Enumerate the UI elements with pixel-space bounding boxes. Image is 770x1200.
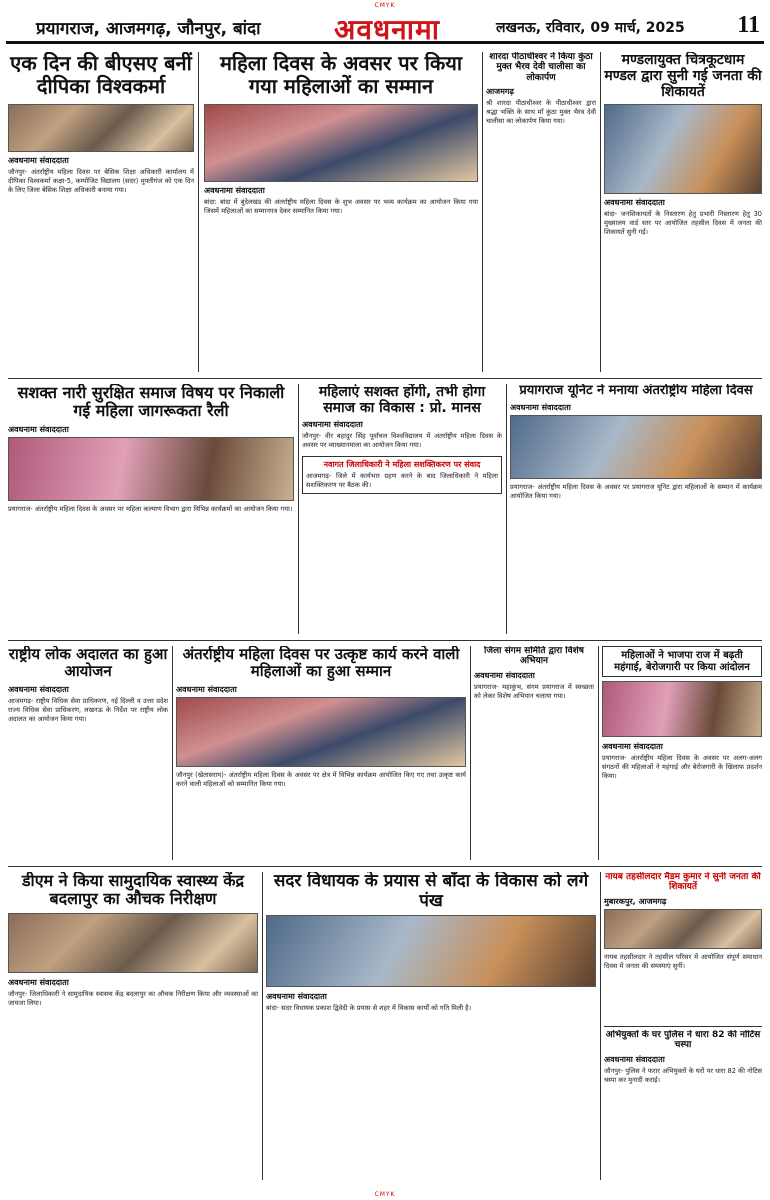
page-number: 11 (737, 12, 760, 38)
column-rule (482, 52, 483, 372)
article-prayagraj-unit (510, 384, 762, 636)
article-body: जौनपुर- जिलाधिकारी ने सामुदायिक स्वास्थ्य केंद्र बदलापुर का औचक निरीक्षण किया और व्यवस्थाओं का जायजा लिया। (8, 989, 258, 1007)
article-excellent-work (176, 646, 466, 862)
column-rule (600, 52, 601, 372)
article-headline: महिलाएं सशक्त होंगी, तभी होगा समाज का विकास : प्रो. मानस (318, 384, 486, 417)
article-body: प्रयागराज- अंतर्राष्ट्रीय महिला दिवस के अवसर पर प्रयागराज यूनिट द्वारा महिलाओं के सम्मान में कार्यक्रम आयोजित किया गया। (510, 482, 762, 501)
article-body: नायब तहसीलदार ने तहसील परिसर में आयोजित संपूर्ण समाधान दिवस में जनता की समस्याएं सुनीं। (604, 952, 762, 970)
article-headline: नायब तहसीलदार मैडम कुमार ने सुनी जनता की शिकायतें (605, 872, 761, 893)
article-headline: अंतर्राष्ट्रीय महिला दिवस पर उत्कृष्ट कार्य करने वाली महिलाओं का हुआ सम्मान (182, 646, 460, 681)
row-rule (8, 640, 762, 641)
masthead-cities: प्रयागराज, आजमगढ़, जौनपुर, बांदा (36, 19, 261, 39)
row-rule (604, 1026, 762, 1027)
sidebar-box (302, 456, 502, 493)
article-photo (266, 915, 596, 987)
article-photo (176, 697, 466, 767)
article-body: जौनपुर- वीर बहादुर सिंह पूर्वांचल विश्वविद्यालय में अंतर्राष्ट्रीय महिला दिवस के अवसर पर व्याख्यानमाला का आयोजन किया गया। (302, 432, 502, 450)
article-headline: महिला दिवस के अवसर पर किया गया महिलाओं का सम्मान (219, 52, 463, 98)
article-womens-day-honour (204, 52, 478, 374)
row-rule (8, 866, 762, 867)
article-headline: राष्ट्रीय लोक अदालत का हुआ आयोजन (8, 646, 168, 681)
sidebar-headline: नवागत जिलाधिकारी ने महिला सशक्तिकरण पर संवाद (323, 460, 481, 470)
article-photo (602, 681, 762, 737)
article-byline: अवधनामा संवाददाता (604, 1054, 665, 1064)
column-rule (198, 52, 199, 372)
article-headline: मण्डलायुक्त चित्रकूटधाम मण्डल द्वारा सुनी गई जनता की शिकायतें (604, 52, 762, 101)
article-chalisa (486, 52, 596, 374)
article-photo (8, 104, 194, 152)
article-byline: अवधनामा संवाददाता (266, 992, 327, 1002)
article-headline: सशक्त नारी सुरक्षित समाज विषय पर निकाली गई महिला जागरूकता रैली (17, 384, 285, 421)
color-strip-top: CMYK (374, 2, 396, 9)
article-byline: अवधनामा संवाददाता (602, 742, 663, 751)
sidebar-body: आजमगढ़- जिले में कार्यभार ग्रहण करने के बाद जिलाधिकारी ने महिला सशक्तिकरण पर बैठक की। (306, 471, 498, 489)
column-rule (298, 384, 299, 634)
article-prof-manas (302, 384, 502, 636)
article-lok-adalat (8, 646, 168, 862)
article-body: जौनपुर (खेतासराय)- अंतर्राष्ट्रीय महिला दिवस के अवसर पर क्षेत्र में विभिन्न कार्यक्रम आयोजित किए गए तथा उत्कृष्ट कार्य करने वाली महिलाओं को सम्मानित किया गया। (176, 770, 466, 788)
column-rule (262, 872, 263, 1180)
article-byline: अवधनामा संवाददाता (8, 156, 69, 165)
article-rally (8, 384, 294, 636)
article-body: प्रयागराज- अंतर्राष्ट्रीय महिला दिवस के अवसर पर महिला कल्याण विभाग द्वारा विभिन्न कार्यक्रमों का आयोजन किया गया। (8, 504, 293, 513)
masthead (6, 10, 764, 44)
article-headline: अभियुक्तों के घर पुलिस ने धारा 82 की नोटिस चस्पा (605, 1030, 761, 1051)
article-byline: मुबारकपुर, आजमगढ़ (604, 896, 667, 906)
masthead-dateline: लखनऊ, रविवार, 09 मार्च, 2025 (496, 20, 685, 36)
article-body: श्री शारदा पीठाधीश्वर के पीठाधीश्वर द्वारा श्रद्धा भक्ति के साथ माँ कुंठा मुक्त भैरव देवी चालीसा का लोकार्पण किया गया। (486, 99, 596, 126)
column-rule (598, 646, 599, 860)
article-byline: आजमगढ़ (486, 87, 514, 97)
article-bsa (8, 52, 194, 374)
article-byline: अवधनामा संवाददाता (302, 420, 363, 430)
article-body: जौनपुर- पुलिस ने फरार अभियुक्तों के घरों पर धारा 82 की नोटिस चस्पा कर मुनादी कराई। (604, 1066, 762, 1084)
article-byline: अवधनामा संवाददाता (204, 186, 265, 195)
article-protest (602, 646, 762, 862)
article-byline: अवधनामा संवाददाता (604, 198, 665, 208)
article-headline: प्रयागराज यूनिट ने मनाया अंतर्राष्ट्रीय महिला दिवस (519, 384, 753, 398)
column-rule (172, 646, 173, 860)
article-byline: अवधनामा संवाददाता (176, 684, 237, 694)
article-sangam-samiti (474, 646, 594, 862)
article-photo (604, 909, 762, 949)
article-body: बांदा- सदर विधायक प्रकाश द्विवेदी के प्रयास से शहर में विकास कार्यों को गति मिली है। (266, 1004, 472, 1013)
column-rule (600, 872, 601, 1180)
article-headline: शारदा पीठाधीश्वर ने किया कुंठा मुक्त भैरव देवी चालीसा का लोकार्पण (489, 52, 593, 83)
column-rule (470, 646, 471, 860)
color-strip-bottom: CMYK (374, 1191, 396, 1198)
article-police-notice (604, 1030, 762, 1180)
article-headline: जिला संगम समिति द्वारा विशेष अभियान (484, 646, 584, 667)
article-byline: अवधनामा संवाददाता (8, 977, 69, 987)
article-photo (604, 104, 762, 194)
article-commissioner (604, 52, 762, 374)
article-byline: अवधनामा संवाददाता (510, 402, 571, 412)
article-headline: एक दिन की बीएसए बनीं दीपिका विश्वकर्मा (10, 52, 192, 98)
article-body: जौनपुर- अंतर्राष्ट्रीय महिला दिवस पर बेसिक शिक्षा अधिकारी कार्यालय में दीपिका विश्वकर्मा कक्षा-5, कम्पोजिट विद्यालय (सदर) मुफ्तीगंज को एक दिन के लिए जिला बेसिक शिक्षा अधिकारी बनाया गया। (8, 168, 194, 195)
column-rule (506, 384, 507, 634)
article-photo (204, 104, 478, 182)
article-headline: डीएम ने किया सामुदायिक स्वास्थ्य केंद्र बदलापुर का औचक निरीक्षण (22, 872, 244, 909)
article-byline: अवधनामा संवाददाता (8, 424, 69, 434)
article-body: प्रयागराज- अंतर्राष्ट्रीय महिला दिवस के अवसर पर अलग-अलग संगठनों की महिलाओं ने महंगाई और बेरोजगारी के खिलाफ प्रदर्शन किया। (602, 754, 762, 781)
article-headline: सदर विधायक के प्रयास से बाँदा के विकास को लगे पंख (273, 872, 589, 911)
article-mla-development (266, 872, 596, 1182)
article-body: बांदा: बांदा में बुंदेलखंड की अंतर्राष्ट्रीय महिला दिवस के शुभ अवसर पर भव्य कार्यक्रम का आयोजन किया गया जिसमें महिलाओं का सम्मानपत्र देकर सम्मानित किया गया। (204, 198, 478, 216)
article-byline: अवधनामा संवाददाता (474, 670, 535, 680)
row-rule (8, 378, 762, 379)
article-photo (8, 913, 258, 973)
article-headline: महिलाओं ने भाजपा राज में बढ़ती महंगाई, बेरोजगारी पर किया आंदोलन (602, 646, 762, 677)
article-photo (8, 437, 294, 501)
article-body: आजमगढ़- राष्ट्रीय विधिक सेवा प्राधिकरण, नई दिल्ली व उत्तर प्रदेश राज्य विधिक सेवा प्राधिकरण, लखनऊ के निर्देश पर राष्ट्रीय लोक अदालत का आयोजन किया गया। (8, 696, 168, 723)
article-tehsildar (604, 872, 762, 1022)
article-body: बांदा- जनशिकायतों के निस्तारण हेतु प्रभारी निस्तारण हेतु 30 मुख्यालय वार्ड स्तर पर आयोजित तहसील दिवस में जनता की शिकायतें सुनी गईं। (604, 210, 762, 237)
article-photo (510, 415, 762, 479)
article-byline: अवधनामा संवाददाता (8, 684, 69, 694)
masthead-logo: अवधनामा (334, 13, 440, 46)
article-body: प्रयागराज- महाकुंभ, संगम प्रयागराज में स्वच्छता को लेकर विशेष अभियान चलाया गया। (474, 682, 594, 700)
article-dm-inspection (8, 872, 258, 1182)
